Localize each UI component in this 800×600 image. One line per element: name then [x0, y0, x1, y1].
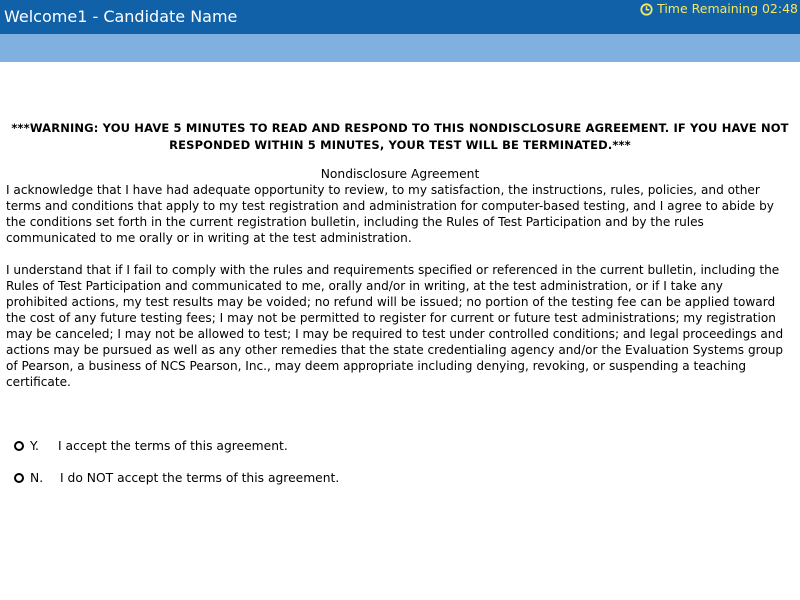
- decline-option[interactable]: [14, 470, 339, 486]
- clock-icon: [640, 3, 653, 16]
- toolbar-strip: [0, 34, 800, 62]
- agreement-paragraph-1: I acknowledge that I have had adequate opportunity to review, to my satisfaction, the instructions, rules, policies, and other terms and conditions that apply to my test registration and administration for computer-based testing, and I agree to abide by the conditions set forth in the current registration bulletin, including the Rules of Test Participation and by the rules communicated to me orally or in writing at the test administration.: [6, 183, 774, 245]
- decline-option-label[interactable]: I do NOT accept the terms of this agreement.: [60, 471, 340, 485]
- decline-option-letter: N.: [30, 471, 44, 485]
- accept-radio[interactable]: [14, 441, 24, 451]
- decline-radio[interactable]: [14, 473, 24, 483]
- accept-option-letter: Y.: [30, 439, 39, 453]
- time-remaining-label: Time Remaining 02:48: [657, 1, 798, 16]
- agreement-paragraph-2: I understand that if I fail to comply with the rules and requirements specified or referenced in the current bulletin, including the Rules of Test Participation and communicated to me, orally and/or in writing, at the test administration, or if I take any prohibited actions, my test results may be voided; no refund will be issued; no portion of the testing fee can be applied toward the cost of any future testing fees; I may not be permitted to register for current or future test administrations; my registration may be canceled; I may not be allowed to test; I may be required to test under controlled conditions; and legal proceedings and actions may be pursued as well as any other remedies that the state credentialing agency and/or the Evaluation Systems group of Pearson, a business of NCS Pearson, Inc., may deem appropriate including denying, revoking, or suspending a teaching certificate.: [6, 263, 784, 389]
- accept-option[interactable]: [14, 438, 288, 454]
- accept-option-label[interactable]: I accept the terms of this agreement.: [58, 439, 288, 453]
- time-remaining: [640, 1, 798, 17]
- warning-text: ***WARNING: YOU HAVE 5 MINUTES TO READ AND RESPOND TO THIS NONDISCLOSURE AGREEMENT. IF YOU HAVE NOT RESPONDED WITHIN 5 MINUTES, YOUR TEST WILL BE TERMINATED.***: [11, 121, 789, 152]
- window-title: Welcome1 - Candidate Name: [4, 7, 238, 26]
- agreement-title: Nondisclosure Agreement: [320, 167, 480, 181]
- title-bar: [0, 0, 800, 34]
